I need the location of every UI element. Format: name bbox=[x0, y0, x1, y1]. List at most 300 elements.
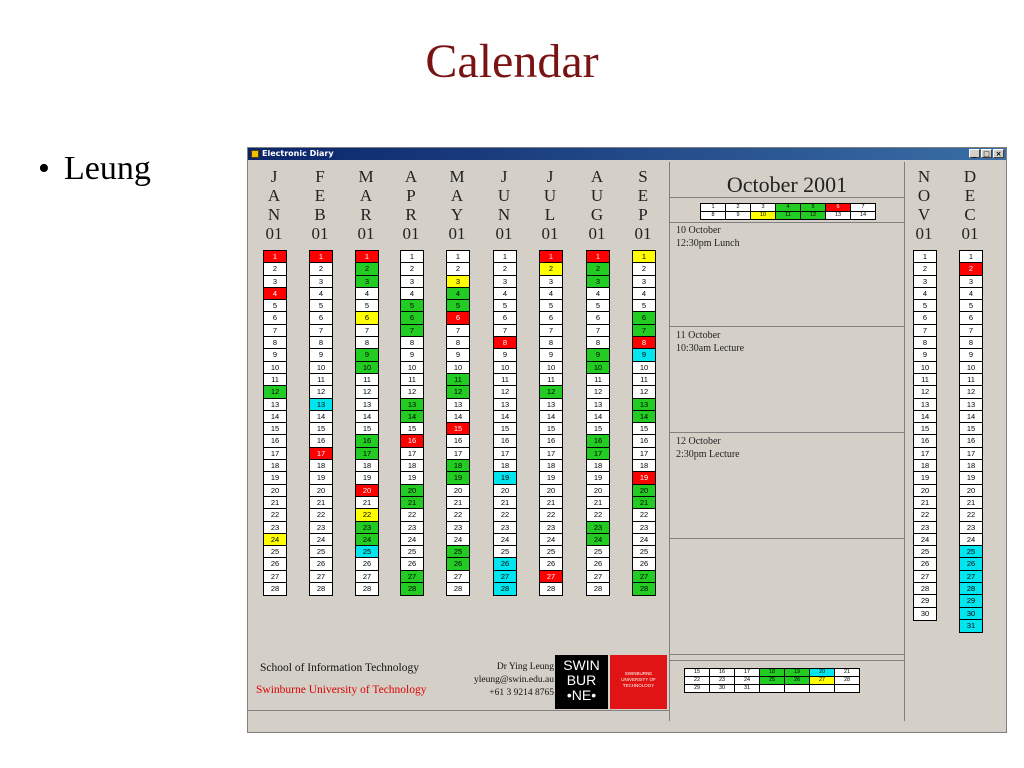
day-cell[interactable]: 3 bbox=[960, 276, 982, 288]
day-cell[interactable]: 19 bbox=[633, 472, 655, 484]
day-cell[interactable]: 28 bbox=[546, 584, 556, 594]
day-cell[interactable]: 5 bbox=[401, 300, 423, 312]
day-cell[interactable]: 8 bbox=[264, 337, 286, 349]
day-cell[interactable]: 24 bbox=[540, 534, 562, 546]
day-cell[interactable]: 22 bbox=[264, 509, 286, 521]
day-cell[interactable]: 13 bbox=[914, 399, 936, 411]
day-cell[interactable]: 9 bbox=[914, 349, 936, 361]
day-cell[interactable]: 1 bbox=[401, 251, 423, 263]
day-cell[interactable]: 3 bbox=[447, 276, 469, 288]
day-cell[interactable]: 13 bbox=[356, 399, 378, 411]
day-cell[interactable]: 17 bbox=[310, 448, 332, 460]
day-cell[interactable]: 7 bbox=[310, 325, 332, 337]
day-cell[interactable]: 10 bbox=[587, 362, 609, 374]
day-cell[interactable]: 2 bbox=[310, 263, 332, 275]
day-cell[interactable]: 3 bbox=[914, 276, 936, 288]
day-cell[interactable]: 21 bbox=[310, 497, 332, 509]
day-cell[interactable]: 4 bbox=[633, 288, 655, 300]
day-cell[interactable]: 7 bbox=[401, 325, 423, 337]
day-cell[interactable]: 15 bbox=[401, 423, 423, 435]
day-cell[interactable]: 27 bbox=[401, 571, 423, 583]
day-cell[interactable]: 10 bbox=[401, 362, 423, 374]
mini-day-cell[interactable]: 1 bbox=[701, 204, 726, 212]
day-cell[interactable]: 7 bbox=[633, 325, 655, 337]
day-cell[interactable]: 30 bbox=[920, 608, 930, 618]
day-cell[interactable]: 11 bbox=[960, 374, 982, 386]
day-cell[interactable]: 1 bbox=[960, 251, 982, 263]
day-cell[interactable]: 8 bbox=[447, 337, 469, 349]
day-cell[interactable]: 21 bbox=[494, 497, 516, 509]
day-cell[interactable]: 10 bbox=[914, 362, 936, 374]
day-cell[interactable]: 11 bbox=[587, 374, 609, 386]
day-cell[interactable]: 29 bbox=[960, 595, 982, 607]
day-cell[interactable]: 19 bbox=[494, 472, 516, 484]
day-cell[interactable]: 10 bbox=[356, 362, 378, 374]
day-cell[interactable]: 19 bbox=[264, 472, 286, 484]
day-cell[interactable]: 22 bbox=[401, 509, 423, 521]
day-cell[interactable]: 14 bbox=[914, 411, 936, 423]
day-cell[interactable]: 21 bbox=[356, 497, 378, 509]
day-cell[interactable]: 16 bbox=[447, 435, 469, 447]
day-cell[interactable]: 9 bbox=[447, 349, 469, 361]
day-cell[interactable]: 12 bbox=[401, 386, 423, 398]
day-cell[interactable]: 7 bbox=[356, 325, 378, 337]
day-cell[interactable]: 21 bbox=[540, 497, 562, 509]
day-cell[interactable]: 20 bbox=[587, 485, 609, 497]
day-cell[interactable]: 19 bbox=[587, 472, 609, 484]
day-cell[interactable]: 2 bbox=[540, 263, 562, 275]
day-cell[interactable]: 18 bbox=[540, 460, 562, 472]
day-cell[interactable]: 23 bbox=[914, 522, 936, 534]
day-cell[interactable]: 12 bbox=[960, 386, 982, 398]
day-cell[interactable]: 26 bbox=[356, 558, 378, 570]
day-cell[interactable]: 25 bbox=[310, 546, 332, 558]
day-cell[interactable]: 8 bbox=[310, 337, 332, 349]
day-cell[interactable]: 13 bbox=[540, 399, 562, 411]
day-cell[interactable]: 5 bbox=[447, 300, 469, 312]
day-cell[interactable]: 5 bbox=[633, 300, 655, 312]
day-cell[interactable]: 15 bbox=[264, 423, 286, 435]
mini-day-cell[interactable]: 22 bbox=[685, 677, 710, 685]
mini-day-cell[interactable]: 28 bbox=[835, 677, 860, 685]
day-cell[interactable]: 28 bbox=[270, 584, 280, 594]
day-cell[interactable]: 27 bbox=[264, 571, 286, 583]
day-cell[interactable]: 9 bbox=[494, 349, 516, 361]
day-cell[interactable]: 15 bbox=[494, 423, 516, 435]
day-cell[interactable]: 15 bbox=[914, 423, 936, 435]
day-cell[interactable]: 15 bbox=[447, 423, 469, 435]
day-cell[interactable]: 2 bbox=[264, 263, 286, 275]
day-cell[interactable]: 10 bbox=[264, 362, 286, 374]
day-cell[interactable]: 17 bbox=[540, 448, 562, 460]
day-cell[interactable]: 14 bbox=[960, 411, 982, 423]
day-cell[interactable]: 22 bbox=[633, 509, 655, 521]
day-cell[interactable]: 9 bbox=[960, 349, 982, 361]
day-cell[interactable]: 20 bbox=[494, 485, 516, 497]
day-cell[interactable]: 22 bbox=[356, 509, 378, 521]
day-cell[interactable]: 10 bbox=[633, 362, 655, 374]
day-cell[interactable]: 8 bbox=[914, 337, 936, 349]
day-cell[interactable]: 12 bbox=[310, 386, 332, 398]
day-cell[interactable]: 6 bbox=[494, 312, 516, 324]
day-cell[interactable]: 8 bbox=[356, 337, 378, 349]
day-cell[interactable]: 19 bbox=[447, 472, 469, 484]
day-cell[interactable]: 23 bbox=[310, 522, 332, 534]
day-cell[interactable]: 20 bbox=[264, 485, 286, 497]
day-cell[interactable]: 12 bbox=[587, 386, 609, 398]
mini-day-cell[interactable]: 9 bbox=[726, 212, 751, 220]
day-cell[interactable]: 15 bbox=[540, 423, 562, 435]
day-cell[interactable]: 1 bbox=[587, 251, 609, 263]
day-cell[interactable]: 24 bbox=[960, 534, 982, 546]
mini-day-cell[interactable]: 18 bbox=[760, 669, 785, 677]
day-cell[interactable]: 23 bbox=[540, 522, 562, 534]
day-cell[interactable]: 15 bbox=[310, 423, 332, 435]
day-cell[interactable]: 23 bbox=[587, 522, 609, 534]
day-cell[interactable]: 26 bbox=[447, 558, 469, 570]
day-cell[interactable]: 3 bbox=[310, 276, 332, 288]
day-cell[interactable]: 28 bbox=[633, 583, 655, 595]
day-cell[interactable]: 7 bbox=[494, 325, 516, 337]
day-cell[interactable]: 22 bbox=[310, 509, 332, 521]
day-cell[interactable]: 8 bbox=[633, 337, 655, 349]
day-cell[interactable]: 20 bbox=[914, 485, 936, 497]
day-cell[interactable]: 15 bbox=[356, 423, 378, 435]
day-cell[interactable]: 5 bbox=[540, 300, 562, 312]
day-cell[interactable]: 25 bbox=[264, 546, 286, 558]
day-cell[interactable]: 15 bbox=[960, 423, 982, 435]
day-cell[interactable]: 16 bbox=[310, 435, 332, 447]
day-cell[interactable]: 25 bbox=[914, 546, 936, 558]
day-cell[interactable]: 4 bbox=[494, 288, 516, 300]
day-cell[interactable]: 2 bbox=[633, 263, 655, 275]
day-cell[interactable]: 3 bbox=[264, 276, 286, 288]
day-cell[interactable]: 19 bbox=[310, 472, 332, 484]
day-cell[interactable]: 18 bbox=[914, 460, 936, 472]
day-cell[interactable]: 17 bbox=[401, 448, 423, 460]
day-cell[interactable]: 1 bbox=[264, 251, 286, 263]
day-cell[interactable]: 16 bbox=[494, 435, 516, 447]
day-cell[interactable]: 13 bbox=[401, 399, 423, 411]
day-cell[interactable]: 26 bbox=[960, 558, 982, 570]
day-cell[interactable]: 5 bbox=[356, 300, 378, 312]
day-cell[interactable]: 8 bbox=[540, 337, 562, 349]
day-cell[interactable]: 28 bbox=[453, 584, 463, 594]
day-cell[interactable]: 20 bbox=[401, 485, 423, 497]
day-cell[interactable]: 27 bbox=[447, 571, 469, 583]
window-titlebar[interactable] bbox=[248, 148, 1006, 160]
day-cell[interactable]: 20 bbox=[310, 485, 332, 497]
day-cell[interactable]: 7 bbox=[540, 325, 562, 337]
day-cell[interactable]: 28 bbox=[316, 584, 326, 594]
day-cell[interactable]: 6 bbox=[540, 312, 562, 324]
mini-day-cell[interactable]: 23 bbox=[710, 677, 735, 685]
day-cell[interactable]: 7 bbox=[447, 325, 469, 337]
day-cell[interactable]: 12 bbox=[633, 386, 655, 398]
day-cell[interactable]: 21 bbox=[914, 497, 936, 509]
day-cell[interactable]: 27 bbox=[494, 571, 516, 583]
day-cell[interactable]: 9 bbox=[264, 349, 286, 361]
day-cell[interactable]: 8 bbox=[401, 337, 423, 349]
day-cell[interactable]: 6 bbox=[633, 312, 655, 324]
day-cell[interactable]: 24 bbox=[447, 534, 469, 546]
day-cell[interactable]: 16 bbox=[540, 435, 562, 447]
day-cell[interactable]: 4 bbox=[960, 288, 982, 300]
day-cell[interactable]: 24 bbox=[310, 534, 332, 546]
day-cell[interactable]: 11 bbox=[401, 374, 423, 386]
day-cell[interactable]: 16 bbox=[587, 435, 609, 447]
day-cell[interactable]: 27 bbox=[310, 571, 332, 583]
day-cell[interactable]: 10 bbox=[310, 362, 332, 374]
day-cell[interactable]: 1 bbox=[633, 251, 655, 263]
day-cell[interactable]: 3 bbox=[494, 276, 516, 288]
day-cell[interactable]: 2 bbox=[587, 263, 609, 275]
day-cell[interactable]: 24 bbox=[587, 534, 609, 546]
day-cell[interactable]: 20 bbox=[633, 485, 655, 497]
day-cell[interactable]: 27 bbox=[914, 571, 936, 583]
day-cell[interactable]: 20 bbox=[960, 485, 982, 497]
day-cell[interactable]: 17 bbox=[494, 448, 516, 460]
day-cell[interactable]: 24 bbox=[914, 534, 936, 546]
day-cell[interactable]: 18 bbox=[447, 460, 469, 472]
day-cell[interactable]: 8 bbox=[494, 337, 516, 349]
day-cell[interactable]: 16 bbox=[401, 435, 423, 447]
day-cell[interactable]: 11 bbox=[264, 374, 286, 386]
day-cell[interactable]: 9 bbox=[310, 349, 332, 361]
day-cell[interactable]: 16 bbox=[960, 435, 982, 447]
day-cell[interactable]: 6 bbox=[447, 312, 469, 324]
day-cell[interactable]: 1 bbox=[494, 251, 516, 263]
day-cell[interactable]: 24 bbox=[401, 534, 423, 546]
day-cell[interactable]: 26 bbox=[310, 558, 332, 570]
day-cell[interactable]: 26 bbox=[633, 558, 655, 570]
day-cell[interactable]: 2 bbox=[447, 263, 469, 275]
day-cell[interactable]: 18 bbox=[401, 460, 423, 472]
day-cell[interactable]: 6 bbox=[264, 312, 286, 324]
day-cell[interactable]: 17 bbox=[914, 448, 936, 460]
mini-day-cell[interactable]: 31 bbox=[735, 685, 760, 693]
day-cell[interactable]: 31 bbox=[960, 620, 982, 632]
day-cell[interactable]: 19 bbox=[960, 472, 982, 484]
day-cell[interactable]: 14 bbox=[401, 411, 423, 423]
day-cell[interactable]: 8 bbox=[960, 337, 982, 349]
day-cell[interactable]: 8 bbox=[587, 337, 609, 349]
day-cell[interactable]: 16 bbox=[633, 435, 655, 447]
mini-day-cell[interactable]: 11 bbox=[776, 212, 801, 220]
mini-day-cell[interactable]: 14 bbox=[851, 212, 876, 220]
day-cell[interactable]: 17 bbox=[960, 448, 982, 460]
day-cell[interactable]: 12 bbox=[540, 386, 562, 398]
mini-day-cell[interactable]: 5 bbox=[801, 204, 826, 212]
day-cell[interactable]: 11 bbox=[540, 374, 562, 386]
day-cell[interactable]: 16 bbox=[914, 435, 936, 447]
mini-day-cell[interactable]: 6 bbox=[826, 204, 851, 212]
day-cell[interactable]: 27 bbox=[960, 571, 982, 583]
mini-day-cell[interactable]: 24 bbox=[735, 677, 760, 685]
day-cell[interactable]: 22 bbox=[587, 509, 609, 521]
day-cell[interactable]: 23 bbox=[264, 522, 286, 534]
mini-day-cell[interactable]: 16 bbox=[710, 669, 735, 677]
day-cell[interactable]: 24 bbox=[264, 534, 286, 546]
day-cell[interactable]: 9 bbox=[356, 349, 378, 361]
day-cell[interactable]: 4 bbox=[587, 288, 609, 300]
mini-day-cell[interactable]: 15 bbox=[685, 669, 710, 677]
day-cell[interactable]: 25 bbox=[356, 546, 378, 558]
day-cell[interactable]: 21 bbox=[264, 497, 286, 509]
day-cell[interactable]: 5 bbox=[310, 300, 332, 312]
day-cell[interactable]: 27 bbox=[587, 571, 609, 583]
day-cell[interactable]: 5 bbox=[914, 300, 936, 312]
day-cell[interactable]: 21 bbox=[401, 497, 423, 509]
day-cell[interactable]: 21 bbox=[960, 497, 982, 509]
day-cell[interactable]: 16 bbox=[264, 435, 286, 447]
day-cell[interactable]: 14 bbox=[356, 411, 378, 423]
day-cell[interactable]: 28 bbox=[593, 584, 603, 594]
day-cell[interactable]: 13 bbox=[264, 399, 286, 411]
day-cell[interactable]: 25 bbox=[587, 546, 609, 558]
day-cell[interactable]: 4 bbox=[264, 288, 286, 300]
day-cell[interactable]: 9 bbox=[587, 349, 609, 361]
close-button[interactable]: × bbox=[993, 149, 1004, 158]
day-cell[interactable]: 25 bbox=[494, 546, 516, 558]
day-cell[interactable]: 11 bbox=[494, 374, 516, 386]
day-cell[interactable]: 1 bbox=[356, 251, 378, 263]
day-cell[interactable]: 4 bbox=[356, 288, 378, 300]
day-cell[interactable]: 22 bbox=[960, 509, 982, 521]
day-cell[interactable]: 19 bbox=[356, 472, 378, 484]
day-cell[interactable]: 4 bbox=[540, 288, 562, 300]
mini-day-cell[interactable]: 29 bbox=[685, 685, 710, 693]
day-cell[interactable]: 4 bbox=[310, 288, 332, 300]
day-cell[interactable]: 17 bbox=[447, 448, 469, 460]
day-cell[interactable]: 2 bbox=[401, 263, 423, 275]
day-cell[interactable]: 18 bbox=[264, 460, 286, 472]
day-cell[interactable]: 12 bbox=[447, 386, 469, 398]
day-cell[interactable]: 25 bbox=[633, 546, 655, 558]
day-cell[interactable]: 11 bbox=[633, 374, 655, 386]
day-cell[interactable]: 17 bbox=[264, 448, 286, 460]
day-cell[interactable]: 7 bbox=[914, 325, 936, 337]
day-cell[interactable]: 4 bbox=[401, 288, 423, 300]
mini-day-cell[interactable]: 10 bbox=[751, 212, 776, 220]
day-cell[interactable]: 27 bbox=[540, 571, 562, 583]
day-cell[interactable]: 16 bbox=[356, 435, 378, 447]
day-cell[interactable]: 14 bbox=[587, 411, 609, 423]
day-cell[interactable]: 1 bbox=[310, 251, 332, 263]
mini-day-cell[interactable]: 27 bbox=[810, 677, 835, 685]
day-cell[interactable]: 12 bbox=[356, 386, 378, 398]
mini-day-cell[interactable]: 26 bbox=[785, 677, 810, 685]
day-cell[interactable]: 18 bbox=[310, 460, 332, 472]
day-cell[interactable]: 20 bbox=[447, 485, 469, 497]
day-cell[interactable]: 14 bbox=[494, 411, 516, 423]
day-cell[interactable]: 24 bbox=[494, 534, 516, 546]
minimize-button[interactable]: _ bbox=[969, 149, 980, 158]
day-cell[interactable]: 24 bbox=[356, 534, 378, 546]
day-cell[interactable]: 5 bbox=[264, 300, 286, 312]
day-cell[interactable]: 24 bbox=[633, 534, 655, 546]
day-cell[interactable]: 19 bbox=[540, 472, 562, 484]
mini-day-cell[interactable]: 30 bbox=[710, 685, 735, 693]
day-cell[interactable]: 25 bbox=[960, 546, 982, 558]
day-cell[interactable]: 10 bbox=[960, 362, 982, 374]
day-cell[interactable]: 3 bbox=[401, 276, 423, 288]
day-cell[interactable]: 28 bbox=[362, 584, 372, 594]
day-cell[interactable]: 26 bbox=[914, 558, 936, 570]
event-item[interactable] bbox=[676, 224, 740, 250]
day-cell[interactable]: 19 bbox=[401, 472, 423, 484]
day-cell[interactable]: 30 bbox=[960, 608, 982, 620]
day-cell[interactable]: 23 bbox=[960, 522, 982, 534]
day-cell[interactable]: 27 bbox=[356, 571, 378, 583]
day-cell[interactable]: 7 bbox=[264, 325, 286, 337]
day-cell[interactable]: 25 bbox=[447, 546, 469, 558]
day-cell[interactable]: 29 bbox=[914, 595, 936, 607]
day-cell[interactable]: 20 bbox=[356, 485, 378, 497]
day-cell[interactable]: 28 bbox=[914, 583, 936, 595]
day-cell[interactable]: 4 bbox=[447, 288, 469, 300]
day-cell[interactable]: 9 bbox=[401, 349, 423, 361]
day-cell[interactable]: 26 bbox=[587, 558, 609, 570]
mini-day-cell[interactable]: 21 bbox=[835, 669, 860, 677]
day-cell[interactable]: 9 bbox=[633, 349, 655, 361]
day-cell[interactable]: 21 bbox=[633, 497, 655, 509]
day-cell[interactable]: 6 bbox=[587, 312, 609, 324]
day-cell[interactable]: 6 bbox=[401, 312, 423, 324]
mini-day-cell[interactable]: 25 bbox=[760, 677, 785, 685]
mini-day-cell[interactable]: 7 bbox=[851, 204, 876, 212]
day-cell[interactable]: 20 bbox=[540, 485, 562, 497]
day-cell[interactable]: 9 bbox=[540, 349, 562, 361]
day-cell[interactable]: 18 bbox=[960, 460, 982, 472]
day-cell[interactable]: 18 bbox=[494, 460, 516, 472]
day-cell[interactable]: 13 bbox=[494, 399, 516, 411]
day-cell[interactable]: 4 bbox=[914, 288, 936, 300]
day-cell[interactable]: 6 bbox=[310, 312, 332, 324]
mini-day-cell[interactable]: 19 bbox=[785, 669, 810, 677]
day-cell[interactable]: 27 bbox=[633, 571, 655, 583]
day-cell[interactable]: 3 bbox=[540, 276, 562, 288]
event-item[interactable] bbox=[676, 329, 744, 355]
day-cell[interactable]: 12 bbox=[914, 386, 936, 398]
day-cell[interactable]: 11 bbox=[356, 374, 378, 386]
day-cell[interactable]: 11 bbox=[447, 374, 469, 386]
day-cell[interactable]: 28 bbox=[401, 583, 423, 595]
day-cell[interactable]: 18 bbox=[633, 460, 655, 472]
day-cell[interactable]: 18 bbox=[587, 460, 609, 472]
day-cell[interactable]: 22 bbox=[540, 509, 562, 521]
day-cell[interactable]: 17 bbox=[633, 448, 655, 460]
day-cell[interactable]: 5 bbox=[960, 300, 982, 312]
day-cell[interactable]: 10 bbox=[540, 362, 562, 374]
day-cell[interactable]: 28 bbox=[960, 583, 982, 595]
day-cell[interactable]: 17 bbox=[356, 448, 378, 460]
mini-day-cell[interactable]: 17 bbox=[735, 669, 760, 677]
day-cell[interactable]: 14 bbox=[310, 411, 332, 423]
day-cell[interactable]: 25 bbox=[540, 546, 562, 558]
mini-day-cell[interactable]: 20 bbox=[810, 669, 835, 677]
day-cell[interactable]: 1 bbox=[914, 251, 936, 263]
day-cell[interactable]: 12 bbox=[264, 386, 286, 398]
day-cell[interactable]: 26 bbox=[264, 558, 286, 570]
day-cell[interactable]: 1 bbox=[447, 251, 469, 263]
mini-day-cell[interactable]: 13 bbox=[826, 212, 851, 220]
day-cell[interactable]: 14 bbox=[264, 411, 286, 423]
mini-day-cell[interactable]: 4 bbox=[776, 204, 801, 212]
day-cell[interactable]: 23 bbox=[494, 522, 516, 534]
day-cell[interactable]: 2 bbox=[494, 263, 516, 275]
day-cell[interactable]: 23 bbox=[401, 522, 423, 534]
